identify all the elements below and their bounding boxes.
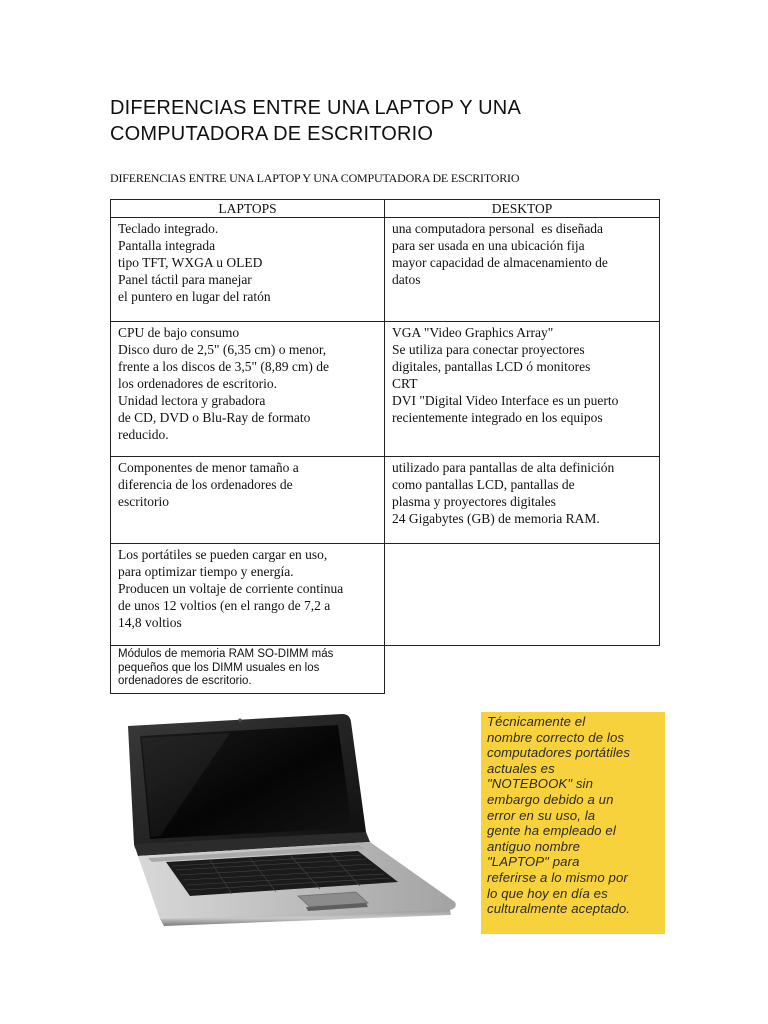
text-line: "NOTEBOOK" sin xyxy=(487,776,594,792)
text-line: recientemente integrado en los equipos xyxy=(392,410,603,425)
text-line: reducido. xyxy=(118,427,169,442)
note-text xyxy=(487,714,661,917)
laptop-image xyxy=(120,712,460,927)
text-line: tipo TFT, WXGA u OLED xyxy=(118,255,263,270)
table-header-row xyxy=(111,200,660,218)
text-line: ordenadores de escritorio. xyxy=(118,675,252,687)
text-line: CRT xyxy=(392,376,418,391)
text-line: Los portátiles se pueden cargar en uso, xyxy=(118,547,328,562)
note-box xyxy=(481,712,665,934)
text-line: una computadora personal es diseñada xyxy=(392,221,604,236)
text-line: culturalmente aceptado. xyxy=(487,901,631,917)
text-line: referirse a lo mismo por xyxy=(487,869,628,885)
text-line: Técnicamente el xyxy=(487,714,586,729)
page-title xyxy=(110,95,670,147)
laptop-cell xyxy=(111,646,385,694)
text-line: Teclado integrado. xyxy=(118,221,219,236)
table-row xyxy=(111,544,660,646)
text-line: para ser usada en una ubicación fija xyxy=(392,238,585,253)
text-line: los ordenadores de escritorio. xyxy=(118,376,277,391)
text-line: el puntero en lugar del ratón xyxy=(118,289,271,304)
text-line: DVI "Digital Video Interface es un puerto xyxy=(392,393,619,408)
text-line: frente a los discos de 3,5" (8,89 cm) de xyxy=(118,359,329,374)
table-row xyxy=(111,457,660,544)
empty-cell xyxy=(385,646,660,694)
table-row xyxy=(111,218,660,322)
table-row xyxy=(111,646,660,694)
text-line: computadores portátiles xyxy=(487,745,631,761)
text-line: 14,8 voltios xyxy=(118,615,182,630)
text-line: CPU de bajo consumo xyxy=(118,325,240,340)
laptop-cell xyxy=(111,322,385,457)
title-line-1: DIFERENCIAS ENTRE UNA LAPTOP Y UNA xyxy=(110,97,521,119)
title-line-2: COMPUTADORA DE ESCRITORIO xyxy=(110,123,434,145)
text-line: actuales es xyxy=(487,760,555,776)
laptop-icon xyxy=(120,712,460,927)
header-desktop: DESKTOP xyxy=(385,200,660,218)
text-line: lo que hoy en día es xyxy=(487,885,608,901)
text-line: "LAPTOP" para xyxy=(487,854,580,870)
text-line: digitales, pantallas LCD ó monitores xyxy=(392,359,591,374)
text-line: 24 Gigabytes (GB) de memoria RAM. xyxy=(392,511,600,526)
desktop-cell xyxy=(385,544,660,646)
text-line: de unos 12 voltios (en el rango de 7,2 a xyxy=(118,598,331,613)
text-line: nombre correcto de los xyxy=(487,729,625,745)
text-line: antiguo nombre xyxy=(487,838,581,854)
desktop-cell xyxy=(385,457,660,544)
laptop-cell xyxy=(111,457,385,544)
text-line: gente ha empleado el xyxy=(487,823,616,839)
text-line: diferencia de los ordenadores de xyxy=(118,477,293,492)
text-line: plasma y proyectores digitales xyxy=(392,494,556,509)
text-line: de CD, DVD o Blu-Ray de formato xyxy=(118,410,311,425)
header-laptops: LAPTOPS xyxy=(111,200,385,218)
text-line: Se utiliza para conectar proyectores xyxy=(392,342,585,357)
text-line: Pantalla integrada xyxy=(118,238,216,253)
desktop-cell xyxy=(385,322,660,457)
desktop-cell xyxy=(385,218,660,322)
text-line: datos xyxy=(392,272,421,287)
text-line: error en su uso, la xyxy=(487,807,596,823)
text-line: como pantallas LCD, pantallas de xyxy=(392,477,575,492)
text-line: Panel táctil para manejar xyxy=(118,272,252,287)
text-line: VGA "Video Graphics Array" xyxy=(392,325,554,340)
laptop-cell xyxy=(111,544,385,646)
text-line: Unidad lectora y grabadora xyxy=(118,393,266,408)
text-line: mayor capacidad de almacenamiento de xyxy=(392,255,608,270)
text-line: Módulos de memoria RAM SO-DIMM más xyxy=(118,648,334,660)
subtitle: DIFERENCIAS ENTRE UNA LAPTOP Y UNA COMPUTADORA DE ESCRITORIO xyxy=(110,171,520,185)
text-line: utilizado para pantallas de alta definición xyxy=(392,460,615,475)
text-line: Componentes de menor tamaño a xyxy=(118,460,299,475)
text-line: Disco duro de 2,5" (6,35 cm) o menor, xyxy=(118,342,327,357)
text-line: Producen un voltaje de corriente continua xyxy=(118,581,344,596)
table-row xyxy=(111,322,660,457)
text-line: para optimizar tiempo y energía. xyxy=(118,564,294,579)
text-line: embargo debido a un xyxy=(487,791,614,807)
laptop-cell xyxy=(111,218,385,322)
comparison-table xyxy=(110,199,660,694)
text-line: pequeños que los DIMM usuales en los xyxy=(118,661,320,674)
text-line: escritorio xyxy=(118,494,169,509)
